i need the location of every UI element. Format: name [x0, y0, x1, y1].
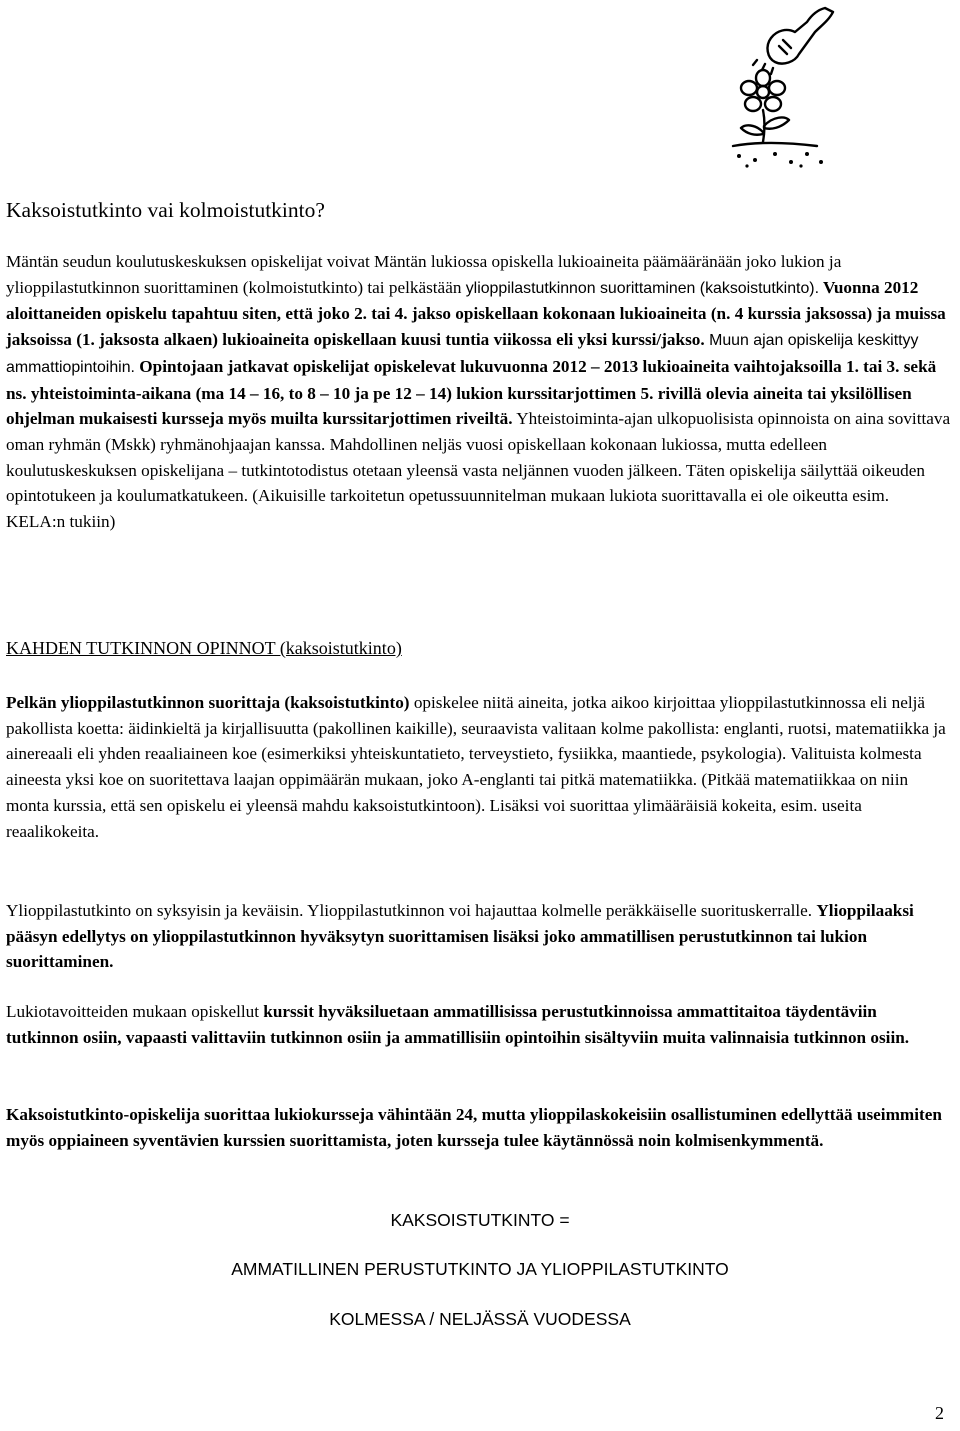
summary-line-2: AMMATILLINEN PERUSTUTKINTO JA YLIOPPILASTUTKINTO	[231, 1259, 729, 1279]
watering-can-flower-icon	[725, 2, 837, 170]
summary-line-1: KAKSOISTUTKINTO =	[390, 1210, 570, 1230]
intro-paragraph	[6, 249, 952, 535]
exam-text-bold: Pelkän ylioppilastutkinnon suorittaja (kaksoistutkinto)	[6, 693, 410, 712]
schedule-text-a: Ylioppilastutkinto on syksyisin ja keväisin. Ylioppilastutkinnon voi hajauttaa kolmelle peräkkäiselle suorituskerralle.	[6, 901, 817, 920]
exam-paragraph	[6, 690, 952, 844]
intro-text-a: Mäntän seudun koulutuskeskuksen opiskelijat voivat Mäntän lukiossa opiskella lukioaineita päämääränään joko lukion ja ylioppilastutkinnon suorittaminen (kolmoistutkinto) tai pelkästään	[6, 252, 842, 297]
exam-text-rest: opiskelee niitä aineita, jotka aikoo kirjoittaa ylioppilastutkinnossa eli neljä pakollista koetta: äidinkieltä ja kirjallisuutta (pakollinen kaikille), seuraavista valitaan kolme pakollista: englanti, ruotsi, matematiikka ja ainereaali eli yhden reaaliaineen koe (esimerkiksi yhteiskuntatieto, terveystieto, fysiikka, maantiede, psykologia). Valituista kolmesta aineesta yksi koe on suoritettava laajan oppimäärän mukaan, joko A-englanti tai pitkä matematiikka. (Pitkää matematiikkaa on niin monta kurssia, että sen opiskelu ei yleensä mahdu kaksoistutkintoon). Lisäksi voi suorittaa ylimääräisiä kokeita, esim. useita reaalikokeita.	[6, 693, 946, 841]
intro-text-b: ylioppilastutkinnon suorittaminen (kaksoistutkinto).	[465, 279, 820, 297]
courses-paragraph: Kaksoistutkinto-opiskelija suorittaa lukiokursseja vähintään 24, mutta ylioppilaskokeisiin osallistuminen edellyttää useimmiten myös oppiaineen syventävien kurssien suorittamista, joten kursseja tulee käytännössä noin kolmisenkymmentä.	[6, 1105, 942, 1150]
intro-text-c: Vuonna 2012 aloittaneiden opiskelu tapahtuu siten, että joko 2. tai 4. jakso opiskellaan kokonaan lukioaineita (n. 4 kurssia jaksossa) ja muissa jaksoissa (1. jaksosta alkaen) lukioaineita opiskellaan kuusi tuntia viikossa eli yksi kurssi/jakso.	[6, 277, 946, 350]
page-number: 2	[935, 1403, 944, 1423]
schedule-paragraph	[6, 898, 952, 975]
credit-paragraph	[6, 999, 952, 1050]
intro-text-d: Muun ajan opiskelija keskittyy ammattiopintoihin.	[6, 332, 919, 376]
credit-text-a: Lukiotavoitteiden mukaan opiskellut	[6, 1002, 264, 1021]
summary-line-3: KOLMESSA / NELJÄSSÄ VUODESSA	[329, 1309, 631, 1329]
section-heading: KAHDEN TUTKINNON OPINNOT (kaksoistutkinto)	[6, 638, 402, 658]
intro-text-f: Yhteistoiminta-ajan ulkopuolisista opinnoista on aina sovittava oman ryhmän (Mskk) ryhmänohjaajan kanssa. Mahdollinen neljäs vuosi opiskellaan kokonaan lukiossa, mutta edelleen koulutuskeskuksen opiskelijana – tutkintotodistus otetaan yleensä vasta neljännen vuoden jälkeen. Täten opiskelija säilyttää oikeuden opintotukeen ja koulumatkatukeen. (Aikuisille tarkoitetun opetussuunnitelman mukaan lukiota suorittavalla ei ole oikeutta esim. KELA:n tukiin)	[6, 409, 951, 532]
page-title: Kaksoistutkinto vai kolmoistutkinto?	[6, 198, 325, 222]
intro-text-e: Opintojaan jatkavat opiskelijat opiskelevat lukuvuonna 2012 – 2013 lukioaineita vaihtojaksoilla 1. tai 3. sekä ns. yhteistoiminta-aikana (ma 14 – 16, to 8 – 10 ja pe 12 – 14) lukion kurssitarjottimen 5. rivillä olevia aineita tai yksilöllisen ohjelman mukaisesti kursseja myös muilta kurssitarjottimen riveiltä.	[6, 356, 937, 429]
credit-text-bold: kurssit hyväksiluetaan ammatillisissa perustutkinnoissa ammattitaitoa täydentäviin tutkinnon osiin, vapaasti valittaviin tutkinnon osiin ja ammatillisiin opintoihin sisältyviin muita valinnaisia tutkinnon osiin.	[6, 1002, 910, 1047]
schedule-text-bold: Ylioppilaaksi pääsyn edellytys on ylioppilastutkinnon hyväksytyn suorittamisen lisäksi joko ammatillisen perustutkinnon tai lukion suorittaminen.	[6, 901, 914, 972]
